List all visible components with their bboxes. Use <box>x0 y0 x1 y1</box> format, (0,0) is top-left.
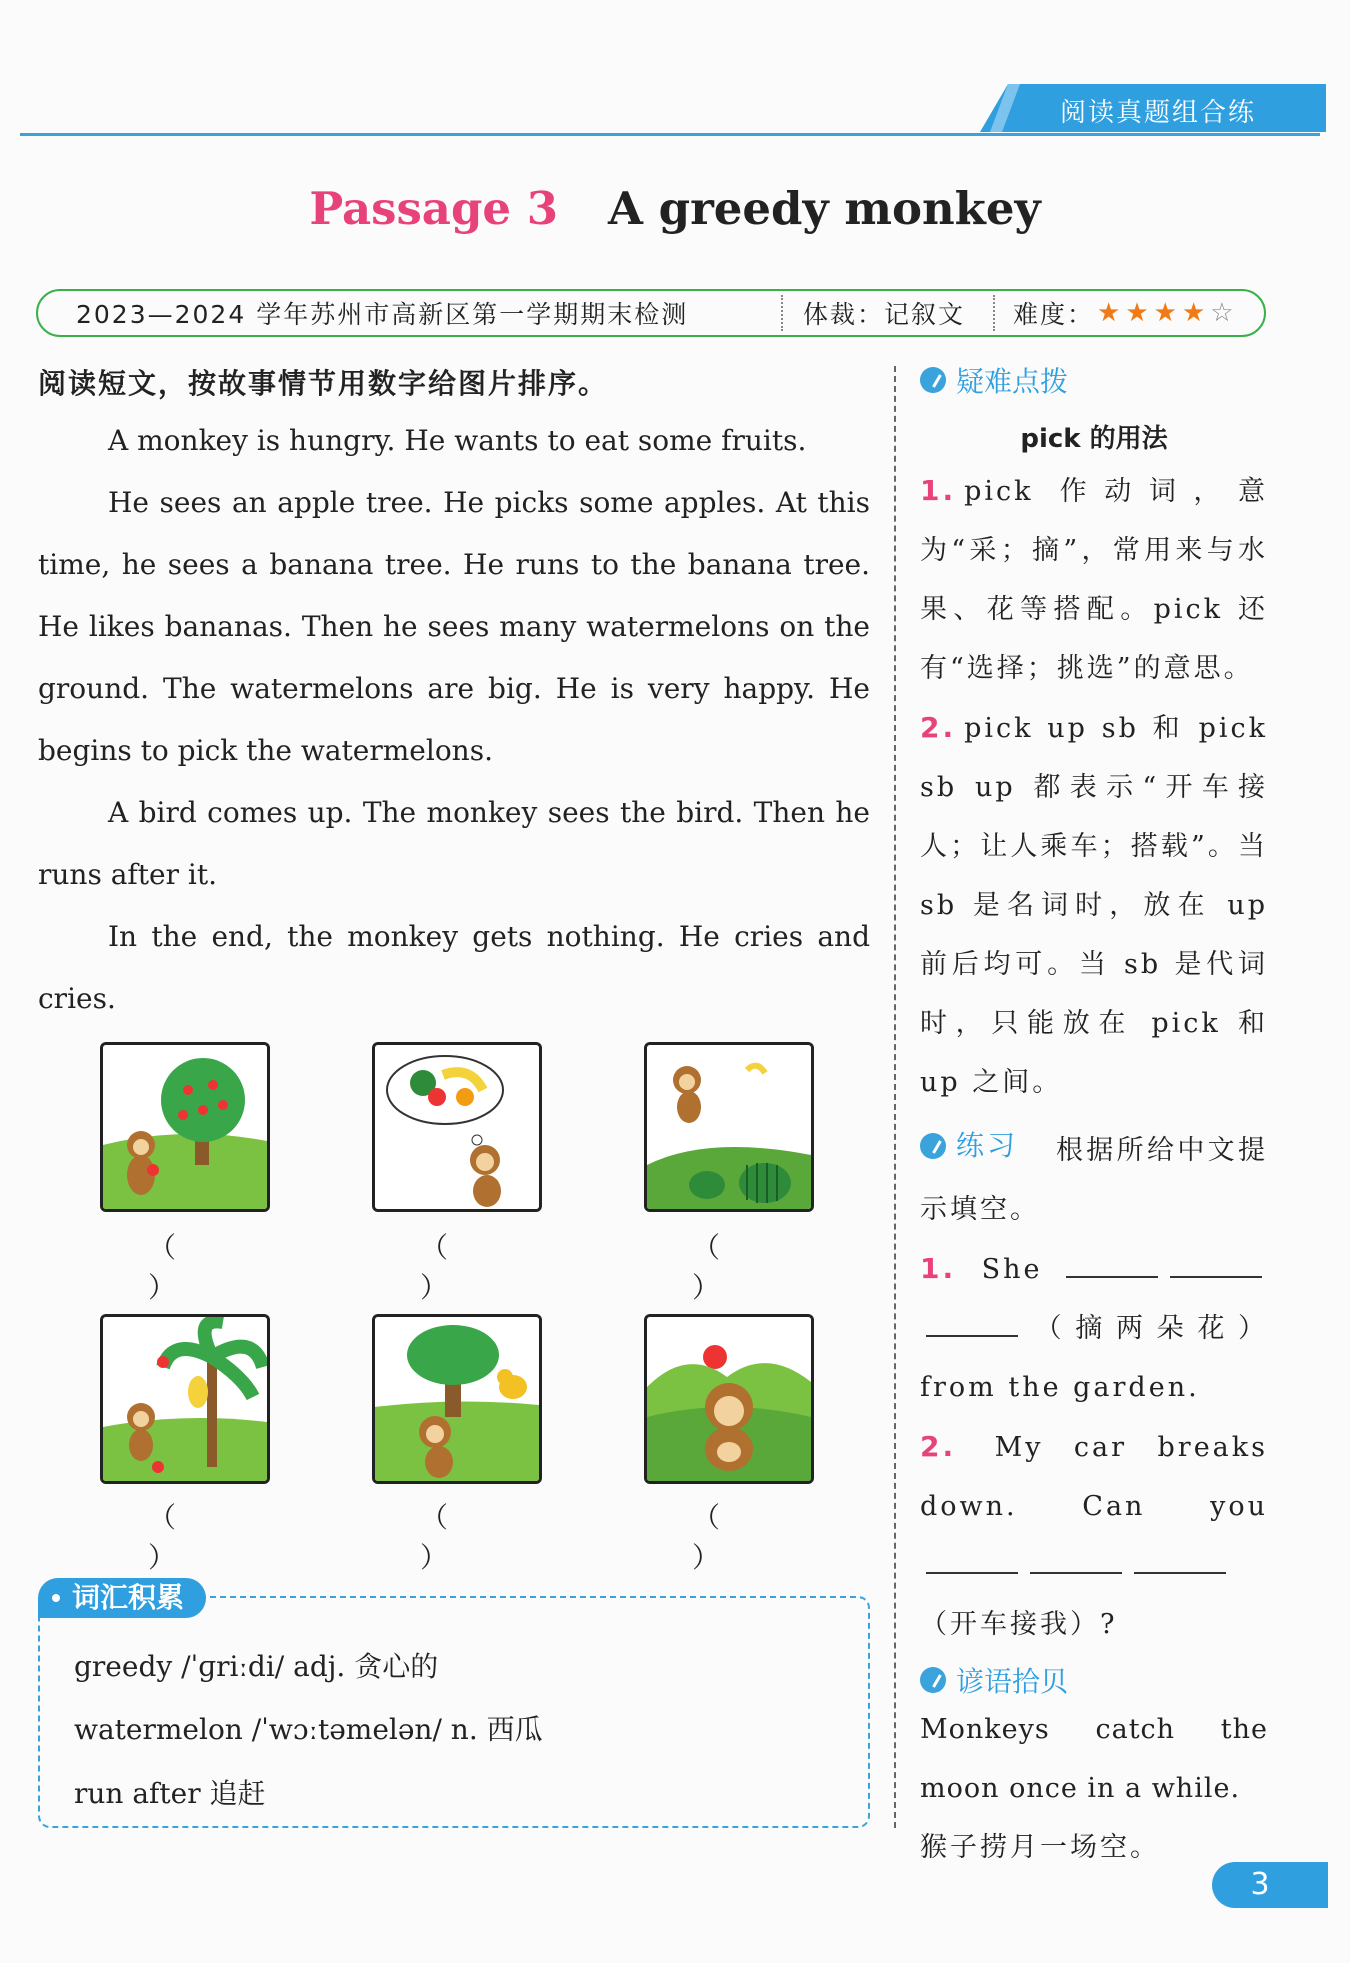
vocab-item: watermelon /ˈwɔːtəmelən/ n. 西瓜 <box>74 1713 543 1746</box>
info-bar <box>36 289 1266 337</box>
vocab-item: run after 追赶 <box>74 1777 266 1810</box>
star-filled-icon: ★ <box>1125 298 1151 328</box>
answer-blank[interactable] <box>1030 1552 1122 1574</box>
practice-item: 1. She （摘两朵花）from the garden. <box>920 1251 1268 1403</box>
section-tab-label: 阅读真题组合练 <box>1060 98 1257 128</box>
vocab-item: greedy /ˈɡriːdi/ adj. 贪心的 <box>74 1650 439 1683</box>
passage-paragraph: In the end, the monkey gets nothing. He cries and cries. <box>38 920 870 1015</box>
order-answer-slot[interactable]: （ ） <box>147 1501 216 1574</box>
difficulty <box>995 295 1236 331</box>
monkey-apple-tree-icon <box>100 1042 270 1212</box>
passage-paragraph: A bird comes up. The monkey sees the bird. Then he runs after it. <box>38 796 870 891</box>
passage-number: Passage 3 <box>309 182 559 235</box>
vocab-tag: 词汇积累 <box>38 1578 206 1618</box>
star-filled-icon: ★ <box>1181 298 1208 328</box>
practice-item: 2. My car breaks down. Can you （开车接我）? <box>920 1429 1268 1640</box>
answer-blank[interactable] <box>1134 1552 1226 1574</box>
answer-blank[interactable] <box>926 1315 1018 1337</box>
passage-paragraph: A monkey is hungry. He wants to eat some fruits. <box>108 424 807 457</box>
star-filled-icon: ★ <box>1153 298 1179 328</box>
proverb-heading: 谚语拾贝 <box>920 1660 1268 1700</box>
monkey-crying-icon <box>644 1314 814 1484</box>
practice-block <box>920 1116 1268 1239</box>
monkey-watermelons-icon <box>644 1042 814 1212</box>
monkey-bird-icon <box>372 1314 542 1484</box>
passage-title: A greedy monkey <box>608 182 1041 235</box>
answer-blank[interactable] <box>1066 1256 1158 1278</box>
tip-item: 2. pick up sb 和 pick sb up 都表示“开车接人；让人乘车；搭载”。当 sb 是名词时，放在 up 前后均可。当 sb 是代词时，只能放在 pick 和 up 之间。 <box>920 711 1268 1098</box>
order-answer-slot[interactable]: （ ） <box>419 1501 488 1574</box>
page-number: 3 <box>1212 1862 1328 1908</box>
difficulty-stars <box>1094 298 1236 328</box>
proverb-chinese: 猴子捞月一场空。 <box>920 1831 1160 1863</box>
tips-subheading: pick 的用法 <box>1020 424 1168 454</box>
instruction: 阅读短文，按故事情节用数字给图片排序。 <box>38 367 609 400</box>
practice-instruction: 根据所给中文提示填空。 <box>920 1134 1269 1225</box>
order-answer-slot[interactable]: （ ） <box>691 1501 760 1574</box>
answer-blank[interactable] <box>926 1552 1018 1574</box>
order-answer-slot[interactable]: （ ） <box>691 1231 760 1304</box>
passage-body <box>38 410 870 1030</box>
practice-heading: 练习 <box>920 1116 1018 1175</box>
pencil-icon <box>920 1133 946 1159</box>
star-empty-icon: ☆ <box>1210 298 1236 328</box>
passage-paragraph: He sees an apple tree. He picks some apples. At this time, he sees a banana tree. He runs to the banana tree. He likes bananas. Then he sees many watermelons on the ground. The watermelons are big. He is very happy. He begins to pick the watermelons. <box>38 486 870 767</box>
sidebar <box>920 360 1268 1877</box>
order-answer-slot[interactable]: （ ） <box>419 1231 488 1304</box>
answer-blank[interactable] <box>1170 1256 1262 1278</box>
difficulty-label: 难度： <box>1013 300 1095 329</box>
tip-item: 1. pick 作动词，意为“采；摘”，常用来与水果、花等搭配。pick 还有“选择；挑选”的意思。 <box>920 474 1268 684</box>
monkey-thinking-fruits-icon <box>372 1042 542 1212</box>
pencil-icon <box>920 367 946 393</box>
monkey-banana-tree-icon <box>100 1314 270 1484</box>
shell-icon <box>920 1667 946 1693</box>
column-divider <box>894 366 896 1828</box>
proverb-english: Monkeys catch the moon once in a while. <box>920 1713 1268 1804</box>
source-label: 2023—2024 学年苏州市高新区第一学期期末检测 <box>38 295 783 331</box>
page-title <box>0 182 1350 235</box>
star-filled-icon: ★ <box>1097 298 1123 328</box>
header-rule <box>20 133 1320 136</box>
tips-heading: 疑难点拨 <box>920 360 1268 400</box>
genre-label: 体裁：记叙文 <box>783 295 995 331</box>
order-answer-slot[interactable]: （ ） <box>147 1231 216 1304</box>
